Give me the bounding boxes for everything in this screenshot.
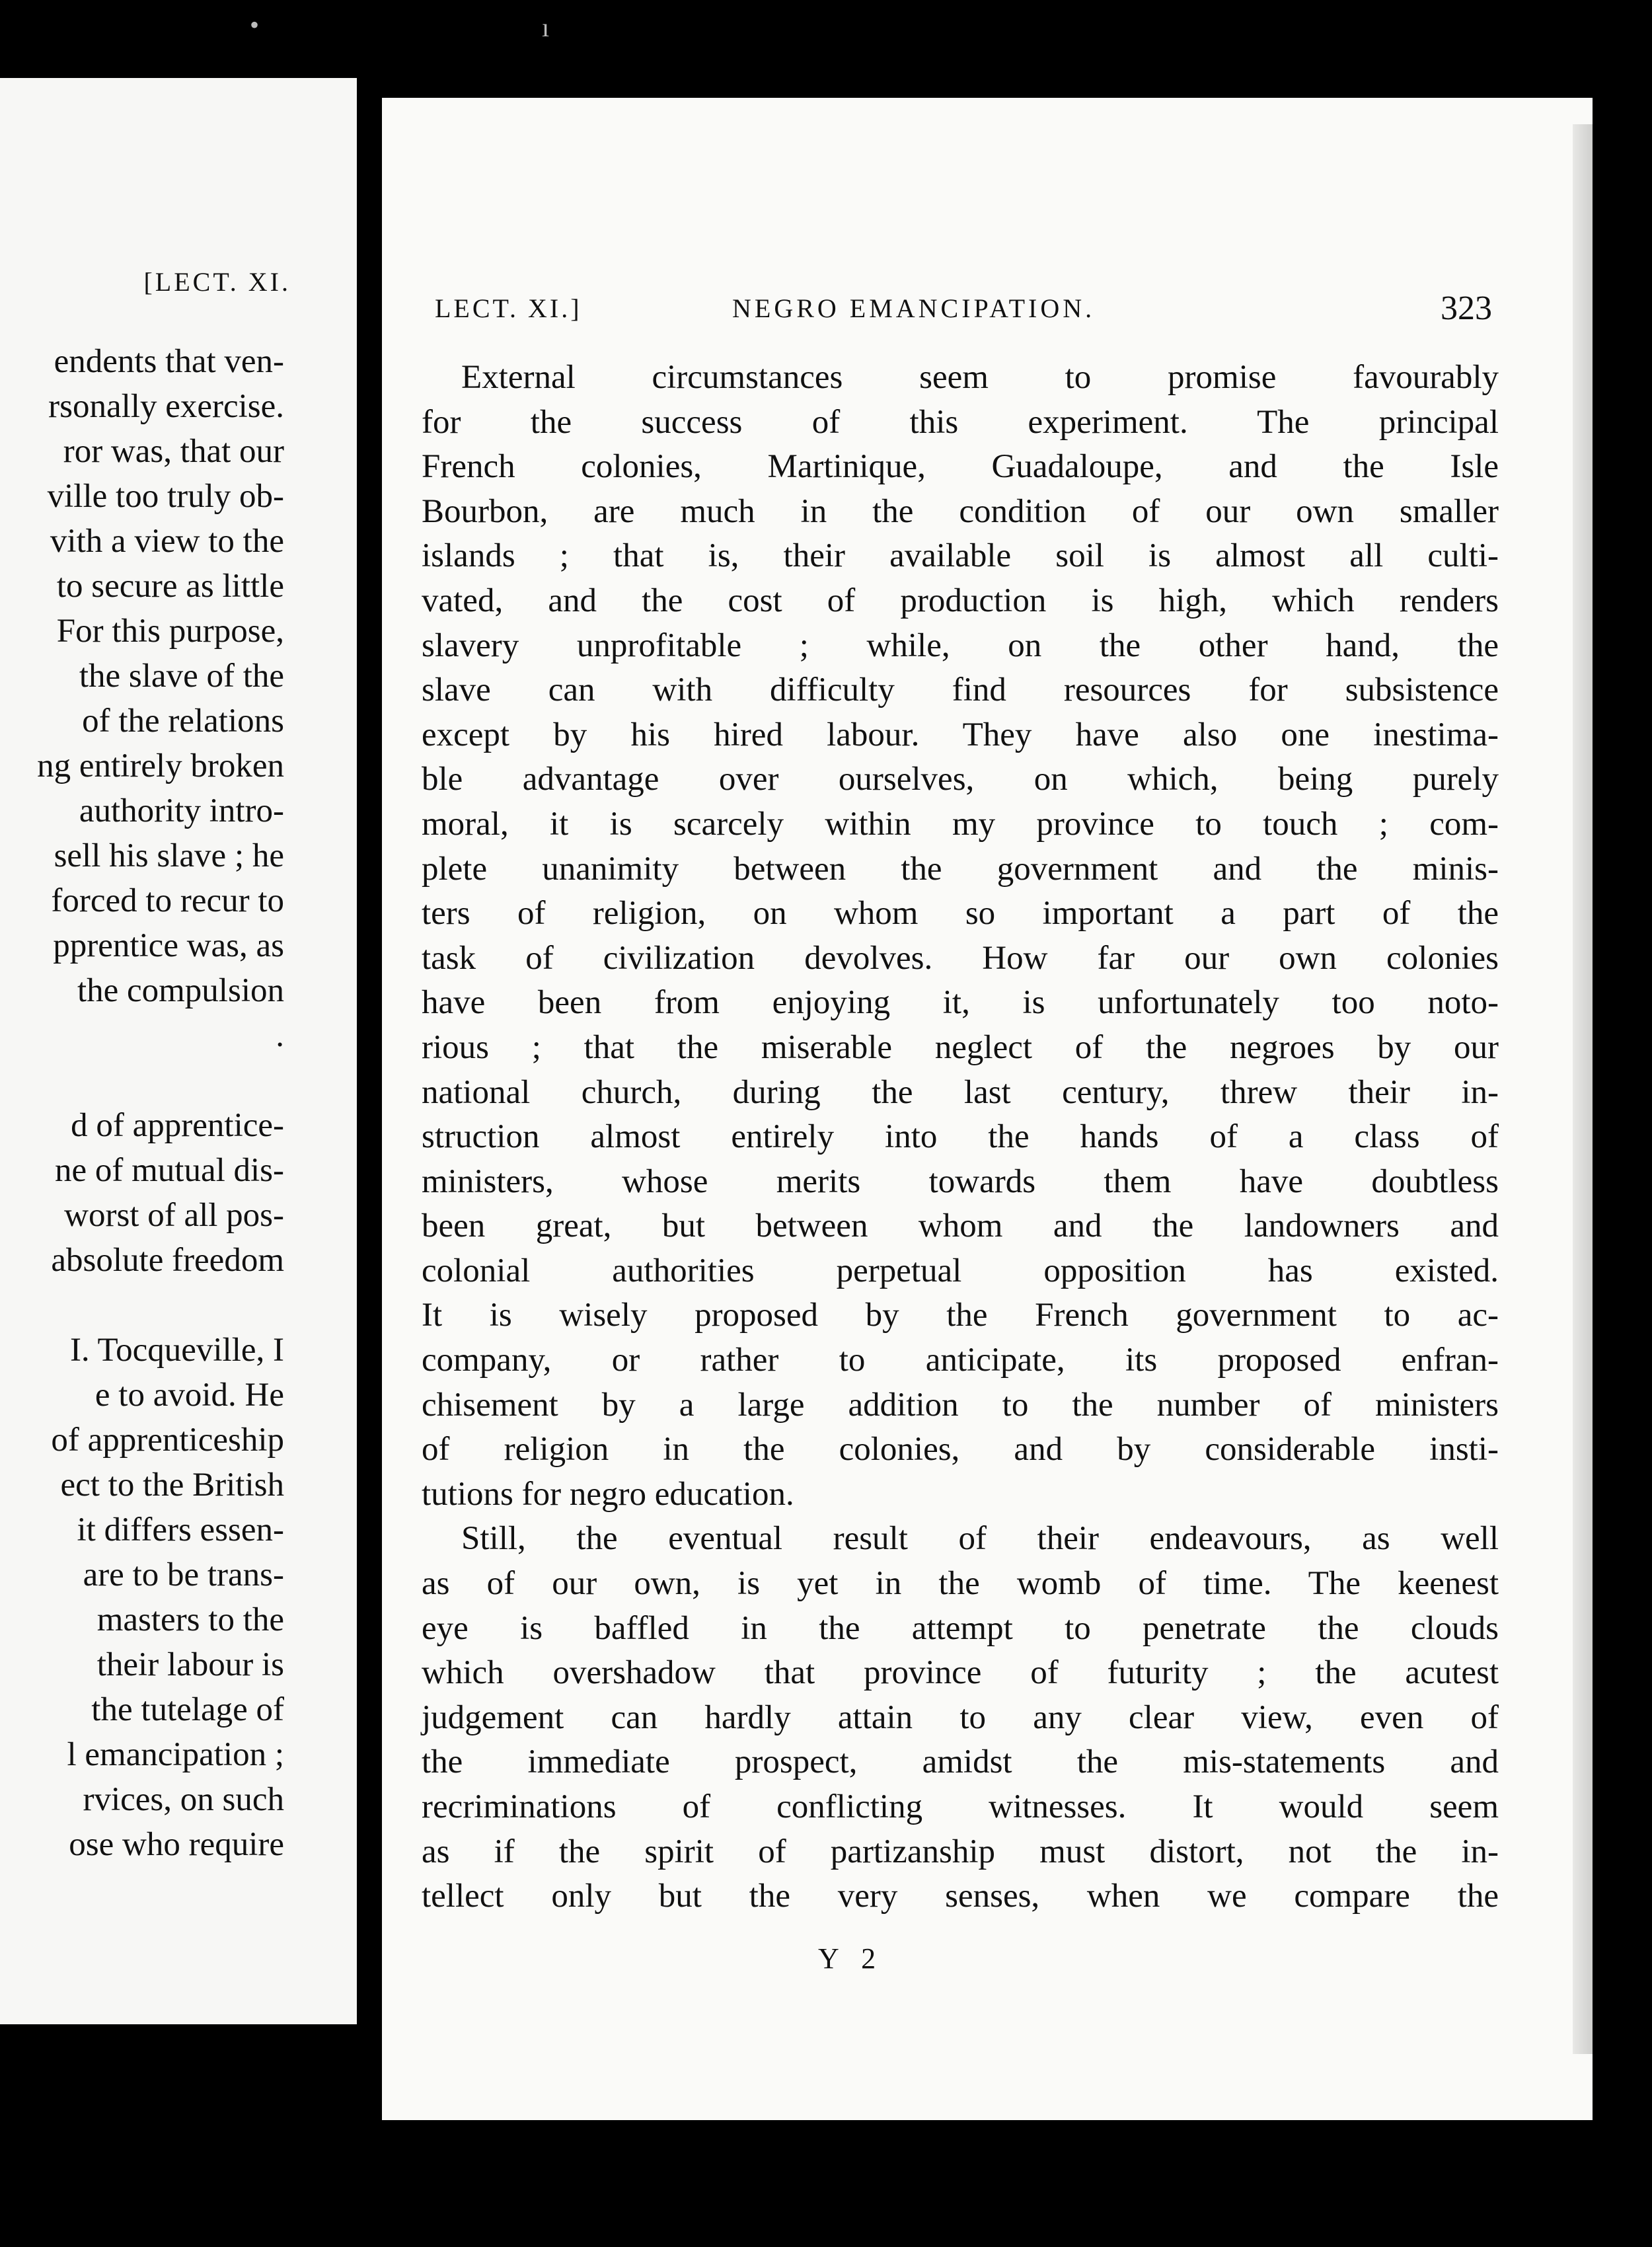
running-head-lecture: LECT. XI.]: [435, 293, 582, 323]
running-head-title: NEGRO EMANCIPATION.: [732, 293, 1096, 323]
paragraph: [422, 356, 1499, 1517]
text-line: recriminations of conflicting witnesses. It would seem: [422, 1788, 1499, 1825]
left-page-line: For this purpose,: [56, 613, 284, 650]
text-line: tellect only but the very senses, when we compare the: [422, 1878, 1499, 1915]
text-line: External circumstances seem to promise favourably: [461, 359, 1499, 396]
body-text: [422, 356, 1499, 1919]
left-page-line: ror was, that our: [63, 433, 284, 470]
text-line: except by his hired labour. They have also one inestima-: [422, 716, 1499, 753]
left-page-line: ose who require: [69, 1826, 284, 1863]
signature-mark: Y 2: [818, 1942, 884, 1975]
text-line: vated, and the cost of production is high, which renders: [422, 582, 1499, 619]
text-line: which overshadow that province of futurity ; the acutest: [422, 1654, 1499, 1692]
text-line: colonial authorities perpetual opposition has existed.: [422, 1252, 1499, 1289]
text-line: tutions for negro education.: [422, 1475, 794, 1513]
left-page-line: of the relations: [82, 703, 284, 740]
left-page-line: l emancipation ;: [67, 1736, 284, 1773]
text-line: as if the spirit of partizanship must distort, not the in-: [422, 1833, 1499, 1870]
left-page-line: [0, 1283, 284, 1328]
left-page-line: rvices, on such: [83, 1781, 284, 1818]
page-edge: [1573, 124, 1593, 2054]
text-line: for the success of this experiment. The principal: [422, 403, 1499, 441]
text-line: struction almost entirely into the hands of a class of: [422, 1118, 1499, 1156]
text-line: been great, but between whom and the landowners and: [422, 1207, 1499, 1245]
text-line: Still, the eventual result of their endeavours, as well: [461, 1520, 1499, 1558]
left-page-line: the slave of the: [79, 658, 284, 695]
text-line: moral, it is scarcely within my province to touch ; com-: [422, 805, 1499, 843]
left-page-line: absolute freedom: [51, 1242, 284, 1279]
left-page: [0, 78, 357, 2024]
left-page-line: it differs essen-: [77, 1511, 284, 1548]
left-page-line: ne of mutual dis-: [54, 1152, 284, 1189]
text-line: as of our own, is yet in the womb of time. The keenest: [422, 1565, 1499, 1603]
scan-speck: ı: [542, 13, 550, 42]
running-head: [435, 289, 1492, 339]
text-line: islands ; that is, their available soil is almost all culti-: [422, 537, 1499, 575]
text-line: It is wisely proposed by the French government to ac-: [422, 1297, 1499, 1334]
left-page-line: vith a view to the: [50, 523, 284, 560]
text-line: ble advantage over ourselves, on which, being purely: [422, 761, 1499, 798]
book-binding: [357, 0, 382, 2247]
scan-speck: •: [250, 10, 260, 40]
left-page-line: I. Tocqueville, I: [69, 1332, 284, 1369]
left-page-line: ville too truly ob-: [47, 478, 284, 515]
left-page-line: of apprenticeship: [51, 1422, 284, 1459]
text-line: plete unanimity between the government and the minis-: [422, 850, 1499, 888]
left-page-line: pprentice was, as: [53, 927, 284, 964]
right-page: [382, 98, 1593, 2120]
left-page-line: .: [276, 1017, 284, 1054]
page-number: 323: [1441, 289, 1492, 327]
text-line: have been from enjoying it, is unfortunately too noto-: [422, 984, 1499, 1022]
text-line: French colonies, Martinique, Guadaloupe, and the Isle: [422, 448, 1499, 486]
left-page-line: sell his slave ; he: [54, 837, 284, 874]
text-line: Bourbon, are much in the condition of our own smaller: [422, 492, 1499, 530]
text-line: task of civilization devolves. How far our own colonies: [422, 939, 1499, 977]
left-page-line: are to be trans-: [83, 1556, 284, 1593]
text-line: company, or rather to anticipate, its proposed enfran-: [422, 1342, 1499, 1379]
text-line: the immediate prospect, amidst the mis-statements and: [422, 1743, 1499, 1781]
text-line: rious ; that the miserable neglect of the negroes by our: [422, 1028, 1499, 1066]
left-page-line: the compulsion: [77, 972, 284, 1009]
left-page-line: [0, 1058, 284, 1103]
left-page-line: d of apprentice-: [71, 1107, 284, 1144]
left-page-line: endents that ven-: [54, 343, 284, 380]
left-page-line: masters to the: [96, 1601, 284, 1638]
text-line: slave can with difficulty find resources for subsistence: [422, 671, 1499, 709]
left-page-line: to secure as little: [56, 568, 284, 605]
paragraph: [422, 1517, 1499, 1919]
left-page-line: e to avoid. He: [94, 1377, 284, 1414]
left-page-line: authority intro-: [79, 792, 284, 829]
left-running-head: [LECT. XI.: [143, 267, 291, 297]
text-line: eye is baffled in the attempt to penetrate the clouds: [422, 1609, 1499, 1647]
left-page-line: ng entirely broken: [37, 747, 284, 784]
left-page-line: ect to the British: [60, 1466, 284, 1504]
left-page-line: the tutelage of: [91, 1691, 284, 1728]
text-line: national church, during the last century, threw their in-: [422, 1073, 1499, 1111]
text-line: judgement can hardly attain to any clear view, even of: [422, 1698, 1499, 1736]
text-line: slavery unprofitable ; while, on the other hand, the: [422, 627, 1499, 664]
text-line: of religion in the colonies, and by considerable insti-: [422, 1431, 1499, 1468]
text-line: ters of religion, on whom so important a part of the: [422, 895, 1499, 933]
left-page-line: forced to recur to: [51, 882, 284, 919]
text-line: ministers, whose merits towards them have doubtless: [422, 1162, 1499, 1200]
left-page-line: their labour is: [96, 1646, 284, 1683]
left-page-line: worst of all pos-: [64, 1197, 284, 1234]
left-page-line: rsonally exercise.: [48, 388, 284, 425]
text-line: chisement by a large addition to the number of ministers: [422, 1386, 1499, 1424]
left-page-text: [0, 339, 284, 1867]
